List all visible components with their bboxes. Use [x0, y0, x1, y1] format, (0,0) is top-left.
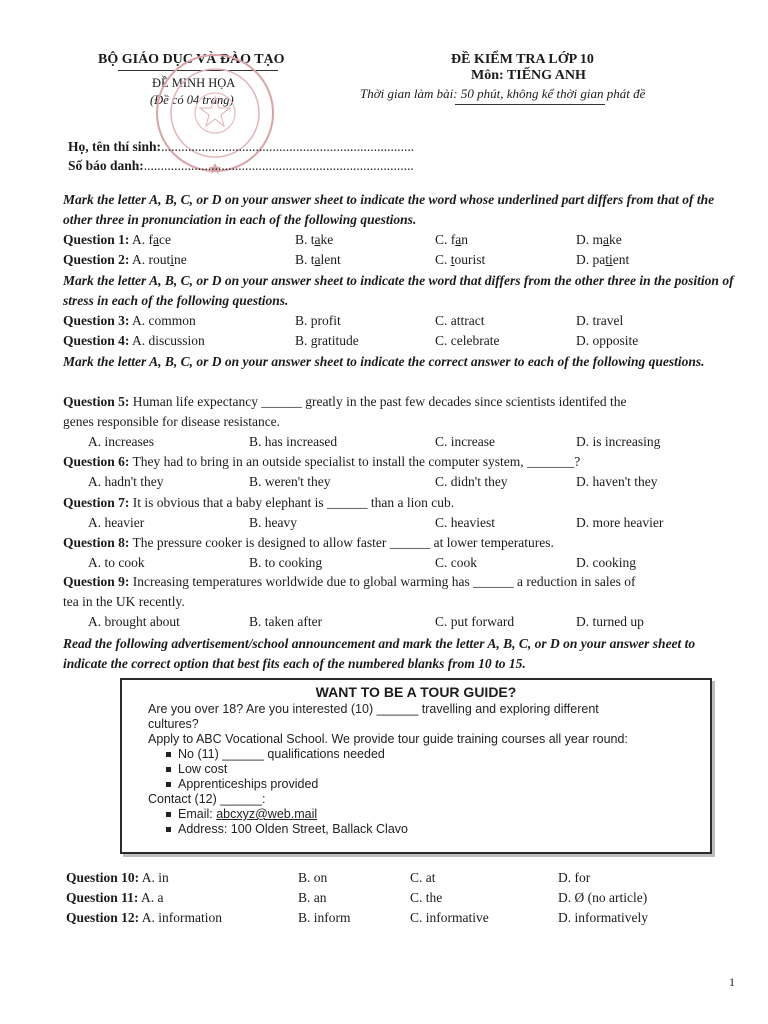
q4-option-a: A. discussion — [132, 333, 205, 348]
q7-option-c: C. heaviest — [435, 515, 495, 530]
q11-option-d: D. Ø (no article) — [558, 890, 648, 905]
time-underline — [455, 104, 605, 105]
q4-option-d: D. opposite — [576, 333, 639, 348]
q2-d-underlined: ti — [605, 252, 613, 267]
q9-option-d: D. turned up — [576, 614, 644, 629]
advert-bullet-1-text: No (11) ______ qualifications needed — [178, 747, 385, 761]
time-note: Thời gian làm bài: 50 phút, không kể thời gian phát đề — [360, 86, 646, 101]
q9-label: Question 9: — [63, 574, 130, 589]
q1-c-underlined: a — [455, 232, 462, 247]
q6-option-c: C. didn't they — [435, 474, 508, 489]
instruction-pronunciation: Mark the letter A, B, C, or D on your answer sheet to indicate the word whose underlined part differs from that of the other three in pronunciation in each of the following questions. — [63, 192, 715, 227]
q2-c-pre: C. — [435, 252, 451, 267]
subject-title: Môn: TIẾNG ANH — [471, 68, 586, 83]
bullet-icon — [166, 827, 171, 832]
q2-b-underlined: a — [314, 252, 321, 267]
q5-stem-line2: genes responsible for disease resistance. — [63, 414, 281, 429]
q3-option-a: A. common — [132, 313, 196, 328]
q11-option-b: B. an — [298, 890, 327, 905]
red-seal-stamp — [140, 45, 290, 175]
q10-option-b: B. on — [298, 870, 328, 885]
advert-line-2: cultures? — [148, 717, 199, 731]
q4-option-c: C. celebrate — [435, 333, 500, 348]
q3-option-b: B. profit — [295, 313, 341, 328]
q2-label: Question 2: — [63, 252, 130, 267]
student-name-dots: ........................................................................... — [161, 139, 415, 154]
bullet-icon — [166, 767, 171, 772]
q2-c-post: ourist — [454, 252, 486, 267]
student-name-label: Họ, tên thí sinh: — [68, 139, 162, 154]
q8-option-b: B. to cooking — [249, 555, 323, 570]
advert-bullet-2 — [166, 762, 227, 776]
question-5-stem — [63, 394, 626, 410]
advert-email-label: Email: — [178, 807, 217, 821]
q1-option-b — [295, 232, 333, 248]
advert-bullet-1 — [166, 747, 385, 761]
q9-stem-line2: tea in the UK recently. — [63, 594, 185, 609]
advert-address-text: Address: 100 Olden Street, Ballack Clavo — [178, 822, 408, 836]
exam-title: ĐỀ KIỂM TRA LỚP 10 — [451, 52, 594, 67]
question-10-row — [66, 870, 169, 886]
q12-option-b: B. inform — [298, 910, 351, 925]
question-3-row — [63, 313, 196, 329]
q11-option-a: A. a — [141, 890, 164, 905]
q1-option-d — [576, 232, 622, 248]
instruction-advertisement: Read the following advertisement/school announcement and mark the letter A, B, C, or D on your answer sheet to indicate the correct option that best fits each of the numbered blanks from 10 to 15. — [63, 636, 696, 671]
q1-d-post: ke — [609, 232, 622, 247]
bullet-icon — [166, 782, 171, 787]
q5-option-c: C. increase — [435, 434, 495, 449]
q9-stem-line1: Increasing temperatures worldwide due to global warming has ______ a reduction in sales of — [132, 574, 636, 589]
q10-option-a: A. in — [141, 870, 169, 885]
q2-a-underlined: i — [170, 252, 175, 267]
q8-stem: The pressure cooker is designed to allow faster ______ at lower temperatures. — [132, 535, 554, 550]
q5-option-d: D. is increasing — [576, 434, 661, 449]
q2-b-pre: B. t — [295, 252, 315, 267]
q6-option-b: B. weren't they — [249, 474, 331, 489]
q10-label: Question 10: — [66, 870, 140, 885]
q8-option-c: C. cook — [435, 555, 477, 570]
question-1-label — [63, 232, 171, 248]
q4-option-b: B. gratitude — [295, 333, 359, 348]
q9-option-b: B. taken after — [249, 614, 323, 629]
advert-line-1: Are you over 18? Are you interested (10) ______ travelling and exploring different — [148, 702, 599, 716]
q5-option-a: A. increases — [88, 434, 154, 449]
q5-stem-line1: Human life expectancy ______ greatly in the past few decades since scientists identifed the — [132, 394, 627, 409]
advert-bullet-2-text: Low cost — [178, 762, 228, 776]
q10-option-d: D. for — [558, 870, 591, 885]
q6-option-d: D. haven't they — [576, 474, 658, 489]
advertisement-box — [120, 678, 712, 854]
q2-b-post: lent — [320, 252, 341, 267]
q1-a-underlined: a — [153, 232, 160, 247]
q7-option-a: A. heavier — [88, 515, 145, 530]
q1-b-post: ke — [320, 232, 334, 247]
q1-c-pre: C. f — [435, 232, 456, 247]
q2-option-c — [435, 252, 485, 268]
question-4-row — [63, 333, 205, 349]
q8-label: Question 8: — [63, 535, 130, 550]
question-6-stem — [63, 454, 580, 470]
q1-c-post: n — [461, 232, 468, 247]
question-2-row — [63, 252, 187, 268]
student-id-line — [68, 158, 414, 174]
q1-option-c — [435, 232, 468, 248]
q2-a-post: ne — [174, 252, 187, 267]
q8-option-a: A. to cook — [88, 555, 145, 570]
student-id-dots: ................................................................................ — [143, 158, 414, 173]
instruction-correct-answer: Mark the letter A, B, C, or D on your answer sheet to indicate the correct answer to each of the following questions. — [63, 354, 705, 369]
q1-label: Question 1: — [63, 232, 130, 247]
sample-label: ĐỀ MINH HỌA — [152, 76, 236, 90]
advert-email-link[interactable]: abcxyz@web.mail — [216, 807, 318, 821]
q1-a-pre: A. f — [132, 232, 154, 247]
question-7-stem — [63, 495, 454, 511]
q7-option-b: B. heavy — [249, 515, 297, 530]
q3-option-d: D. travel — [576, 313, 624, 328]
ministry-title: BỘ GIÁO DỤC VÀ ĐÀO TẠO — [98, 52, 285, 67]
q8-option-d: D. cooking — [576, 555, 636, 570]
advert-bullet-3-text: Apprenticeships provided — [178, 777, 319, 791]
q9-option-a: A. brought about — [88, 614, 180, 629]
q12-option-a: A. information — [141, 910, 223, 925]
question-9-stem — [63, 574, 636, 590]
q2-d-pre: D. pa — [576, 252, 606, 267]
q12-option-c: C. informative — [410, 910, 489, 925]
advert-contact: Contact (12) ______: — [148, 792, 266, 806]
student-id-label: Số báo danh: — [68, 158, 144, 173]
q1-d-pre: D. m — [576, 232, 603, 247]
advert-title: WANT TO BE A TOUR GUIDE? — [315, 684, 517, 700]
q7-label: Question 7: — [63, 495, 130, 510]
advert-address — [166, 822, 408, 836]
q2-option-b — [295, 252, 341, 268]
q1-b-pre: B. t — [295, 232, 315, 247]
q1-a-post: ce — [159, 232, 172, 247]
q4-label: Question 4: — [63, 333, 130, 348]
q2-c-underlined: t — [450, 252, 455, 267]
q12-option-d: D. informatively — [558, 910, 648, 925]
q2-a-pre: A. rout — [132, 252, 171, 267]
q2-d-post: ent — [612, 252, 630, 267]
q9-option-c: C. put forward — [435, 614, 515, 629]
q6-label: Question 6: — [63, 454, 130, 469]
q7-option-d: D. more heavier — [576, 515, 664, 530]
q3-label: Question 3: — [63, 313, 130, 328]
q7-stem: It is obvious that a baby elephant is ______ than a lion cub. — [132, 495, 455, 510]
q5-option-b: B. has increased — [249, 434, 338, 449]
bullet-icon — [166, 812, 171, 817]
question-12-row — [66, 910, 222, 926]
q2-option-d — [576, 252, 629, 268]
advert-line-3: Apply to ABC Vocational School. We provide tour guide training courses all year round: — [148, 732, 628, 746]
q10-option-c: C. at — [410, 870, 436, 885]
question-11-row — [66, 890, 164, 906]
q11-option-c: C. the — [410, 890, 443, 905]
q3-option-c: C. attract — [435, 313, 485, 328]
student-name-line — [68, 139, 414, 155]
q6-stem: They had to bring in an outside specialist to install the computer system, _______? — [132, 454, 581, 469]
instruction-stress: Mark the letter A, B, C, or D on your answer sheet to indicate the word that differs from the other three in the position of stress in each of the following questions. — [63, 273, 734, 308]
pages-label: (Đề có 04 trang) — [150, 93, 234, 107]
q6-option-a: A. hadn't they — [88, 474, 164, 489]
question-8-stem — [63, 535, 554, 551]
advert-bullet-3 — [166, 777, 318, 791]
q1-d-underlined: a — [603, 232, 609, 247]
q5-label: Question 5: — [63, 394, 130, 409]
bullet-icon — [166, 752, 171, 757]
page-number: 1 — [729, 975, 735, 989]
q1-b-underlined: a — [314, 232, 321, 247]
advert-email — [166, 807, 317, 821]
q12-label: Question 12: — [66, 910, 140, 925]
q11-label: Question 11: — [66, 890, 139, 905]
